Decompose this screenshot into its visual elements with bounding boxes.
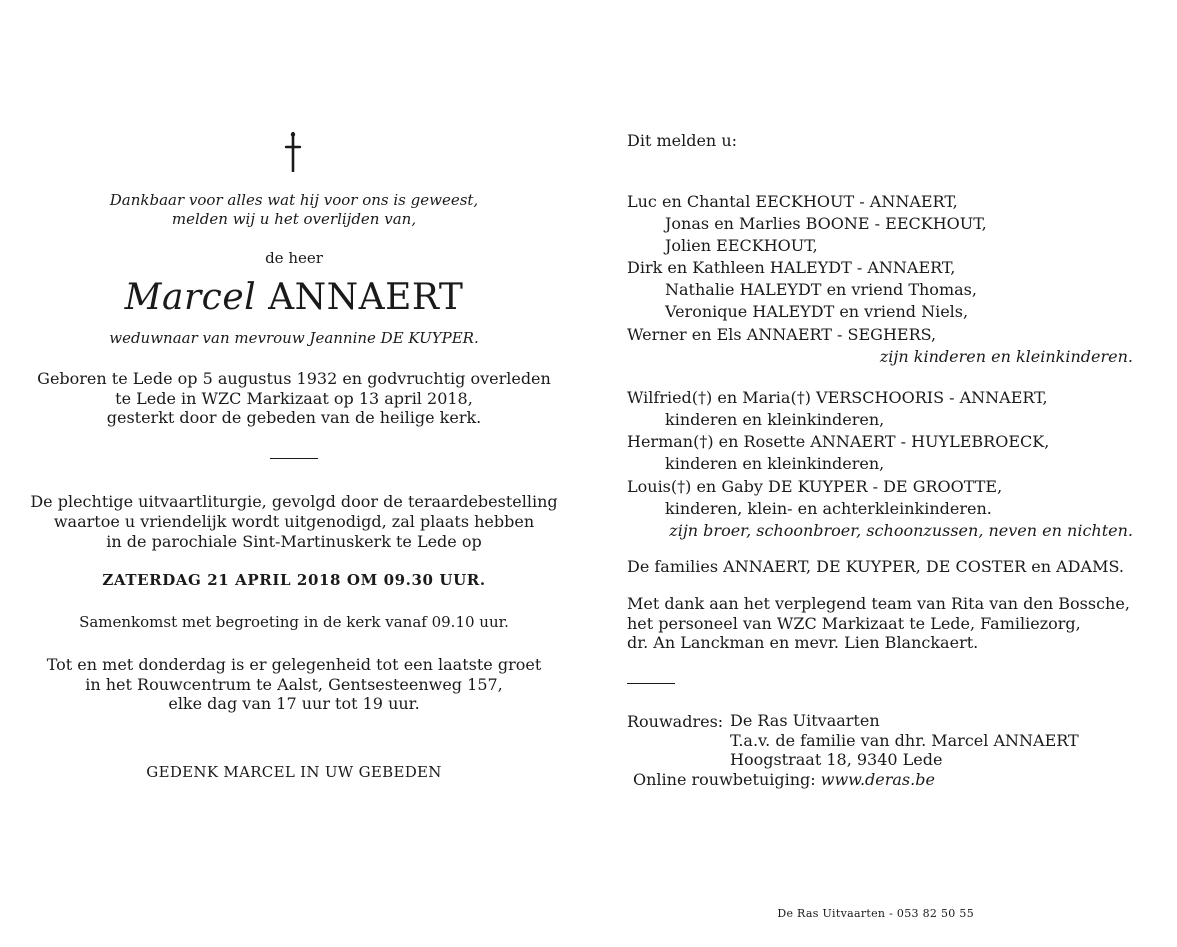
family-line: Jolien EECKHOUT, bbox=[665, 236, 818, 255]
funeral-line: De plechtige uitvaartliturgie, gevolgd door de teraardebestelling bbox=[30, 492, 558, 511]
family-line: Dirk en Kathleen HALEYDT - ANNAERT, bbox=[627, 258, 956, 277]
address-line: De Ras Uitvaarten bbox=[730, 711, 880, 730]
siblings-caption: zijn broer, schoonbroer, schoonzussen, neven en nichten. bbox=[669, 521, 1133, 540]
online-url[interactable]: www.deras.be bbox=[820, 770, 935, 789]
birth-line: gesterkt door de gebeden van de heilige kerk. bbox=[106, 408, 482, 427]
address-label: Rouwadres: bbox=[627, 712, 724, 731]
address-line: T.a.v. de familie van dhr. Marcel ANNAERT bbox=[730, 730, 1079, 750]
visit-line: in het Rouwcentrum te Aalst, Gentsesteenweg 157, bbox=[85, 674, 503, 694]
family-line: Nathalie HALEYDT en vriend Thomas, bbox=[665, 280, 977, 299]
intro-text bbox=[30, 191, 558, 229]
family-line: Jonas en Marlies BOONE - EECKHOUT, bbox=[665, 214, 987, 233]
address-line: Hoogstraat 18, 9340 Lede bbox=[730, 750, 943, 769]
gathering-text: Samenkomst met begroeting in de kerk vanaf 09.10 uur. bbox=[79, 613, 509, 631]
visit-line: elke dag van 17 uur tot 19 uur. bbox=[168, 694, 420, 713]
family-line: kinderen en kleinkinderen, bbox=[665, 454, 885, 473]
family-line: kinderen, klein- en achterkleinkinderen. bbox=[665, 499, 992, 518]
divider bbox=[270, 458, 318, 459]
deceased-name bbox=[30, 278, 558, 318]
thanks-text bbox=[627, 594, 1130, 653]
last-name: ANNAERT bbox=[268, 277, 464, 318]
birth-text bbox=[30, 369, 558, 428]
birth-line: Geboren te Lede op 5 augustus 1932 en godvruchtig overleden bbox=[37, 369, 551, 388]
family-line: kinderen en kleinkinderen, bbox=[665, 410, 885, 429]
first-name: Marcel bbox=[124, 277, 257, 318]
visit-line: Tot en met donderdag is er gelegenheid tot een laatste groet bbox=[46, 655, 542, 674]
children-caption: zijn kinderen en kleinkinderen. bbox=[879, 347, 1133, 366]
family-line: Veronique HALEYDT en vriend Niels, bbox=[665, 302, 969, 321]
announce-header: Dit melden u: bbox=[627, 131, 738, 150]
funeral-text bbox=[30, 492, 558, 552]
funeral-line: waartoe u vriendelijk wordt uitgenodigd, zal plaats hebben bbox=[53, 512, 535, 531]
thanks-line: het personeel van WZC Markizaat te Lede, Familiezorg, bbox=[627, 613, 1081, 633]
footer-text: De Ras Uitvaarten - 053 82 50 55 bbox=[777, 907, 974, 920]
widower-line: weduwnaar van mevrouw Jeannine DE KUYPER. bbox=[109, 329, 479, 347]
family-line: Louis(†) en Gaby DE KUYPER - DE GROOTTE, bbox=[627, 477, 1003, 496]
family-line: Herman(†) en Rosette ANNAERT - HUYLEBROECK, bbox=[627, 432, 1050, 451]
address-block bbox=[730, 711, 1079, 770]
thanks-line: Met dank aan het verplegend team van Rita van den Bossche, bbox=[627, 594, 1130, 613]
closing-text: GEDENK MARCEL IN UW GEBEDEN bbox=[146, 763, 442, 781]
cross-icon bbox=[283, 132, 303, 172]
birth-line: te Lede in WZC Markizaat op 13 april 2018, bbox=[115, 388, 473, 408]
thanks-line: dr. An Lanckman en mevr. Lien Blanckaert. bbox=[627, 633, 979, 652]
online-line bbox=[633, 769, 935, 791]
online-label: Online rouwbetuiging: bbox=[633, 770, 816, 789]
intro-line: Dankbaar voor alles wat hij voor ons is geweest, bbox=[109, 191, 479, 209]
funeral-date: ZATERDAG 21 APRIL 2018 OM 09.30 UUR. bbox=[102, 571, 486, 589]
families-line: De families ANNAERT, DE KUYPER, DE COSTER en ADAMS. bbox=[627, 557, 1124, 576]
funeral-line: in de parochiale Sint-Martinuskerk te Lede op bbox=[106, 532, 482, 551]
title-prefix: de heer bbox=[265, 249, 323, 267]
family-line: Luc en Chantal EECKHOUT - ANNAERT, bbox=[627, 192, 958, 211]
family-line: Werner en Els ANNAERT - SEGHERS, bbox=[627, 325, 937, 344]
visit-text bbox=[30, 655, 558, 714]
divider bbox=[627, 683, 675, 684]
intro-line: melden wij u het overlijden van, bbox=[171, 210, 417, 228]
family-line: Wilfried(†) en Maria(†) VERSCHOORIS - ANNAERT, bbox=[627, 388, 1048, 407]
